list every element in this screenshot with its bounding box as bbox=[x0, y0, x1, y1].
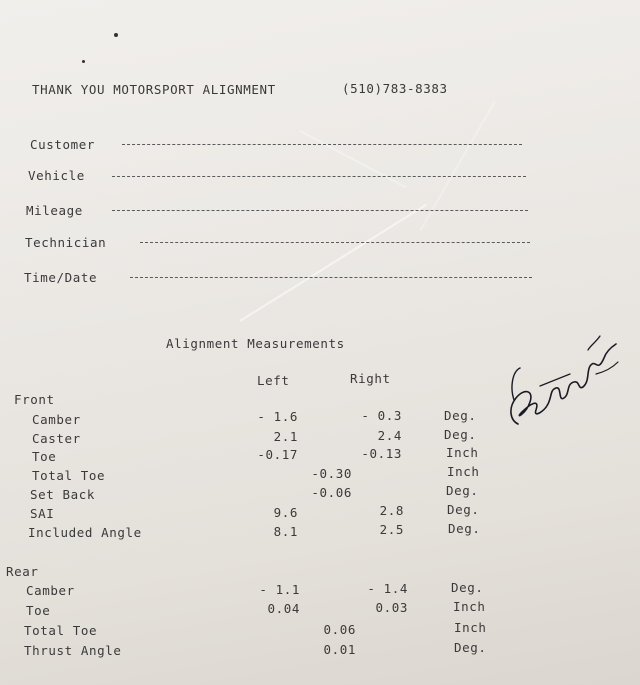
rear-thrust-angle-value: 0.01 bbox=[323, 642, 356, 657]
timedate-line bbox=[130, 277, 532, 278]
front-caster-left: 2.1 bbox=[273, 429, 298, 444]
timedate-label: Time/Date bbox=[24, 270, 98, 285]
front-camber-right: - 0.3 bbox=[361, 408, 402, 423]
shop-phone: (510)783-8383 bbox=[342, 81, 448, 96]
front-caster-label: Caster bbox=[32, 431, 81, 446]
front-sai-right: 2.8 bbox=[379, 503, 404, 518]
rear-total-toe-label: Total Toe bbox=[24, 623, 98, 638]
rear-toe-left: 0.04 bbox=[267, 601, 300, 616]
front-sai-label: SAI bbox=[30, 506, 55, 521]
rear-toe-unit: Inch bbox=[453, 599, 486, 614]
handwritten-before-note bbox=[500, 328, 620, 438]
front-toe-right: -0.13 bbox=[361, 446, 402, 461]
rear-toe-right: 0.03 bbox=[375, 600, 408, 615]
front-included-angle-unit: Deg. bbox=[448, 521, 481, 536]
col-left-header: Left bbox=[257, 373, 290, 388]
technician-line bbox=[140, 242, 530, 243]
front-sai-left: 9.6 bbox=[273, 505, 298, 520]
customer-label: Customer bbox=[30, 137, 96, 152]
col-right-header: Right bbox=[350, 371, 391, 386]
front-total-toe-unit: Inch bbox=[447, 464, 480, 479]
front-included-angle-left: 8.1 bbox=[273, 524, 298, 539]
front-included-angle-right: 2.5 bbox=[379, 522, 404, 537]
paper-crease bbox=[239, 204, 427, 322]
rear-camber-left: - 1.1 bbox=[259, 582, 300, 597]
front-toe-left: -0.17 bbox=[257, 447, 298, 462]
shop-name: THANK YOU MOTORSPORT ALIGNMENT bbox=[32, 82, 276, 97]
front-toe-label: Toe bbox=[32, 449, 57, 464]
punch-mark bbox=[82, 60, 85, 63]
front-total-toe-value: -0.30 bbox=[311, 466, 352, 481]
rear-camber-label: Camber bbox=[26, 583, 75, 598]
front-camber-label: Camber bbox=[32, 412, 81, 427]
front-toe-unit: Inch bbox=[446, 445, 479, 460]
customer-line bbox=[122, 144, 522, 145]
technician-label: Technician bbox=[25, 235, 107, 250]
front-sai-unit: Deg. bbox=[447, 502, 480, 517]
vehicle-line bbox=[112, 176, 526, 177]
paper-crease bbox=[419, 101, 496, 232]
front-setback-label: Set Back bbox=[30, 487, 96, 502]
front-camber-left: - 1.6 bbox=[257, 409, 298, 424]
rear-total-toe-unit: Inch bbox=[454, 620, 487, 635]
front-camber-unit: Deg. bbox=[444, 408, 477, 423]
paper-crease bbox=[300, 130, 407, 188]
front-caster-right: 2.4 bbox=[377, 428, 402, 443]
rear-toe-label: Toe bbox=[26, 603, 51, 618]
rear-camber-unit: Deg. bbox=[451, 580, 484, 595]
mileage-label: Mileage bbox=[26, 203, 83, 218]
vehicle-label: Vehicle bbox=[28, 168, 85, 183]
rear-label: Rear bbox=[6, 564, 39, 579]
front-setback-value: -0.06 bbox=[311, 485, 352, 500]
front-label: Front bbox=[14, 392, 55, 407]
front-setback-unit: Deg. bbox=[446, 483, 479, 498]
rear-camber-right: - 1.4 bbox=[367, 581, 408, 596]
front-included-angle-label: Included Angle bbox=[28, 525, 142, 540]
front-caster-unit: Deg. bbox=[444, 427, 477, 442]
measurements-title: Alignment Measurements bbox=[166, 336, 345, 351]
rear-thrust-angle-label: Thrust Angle bbox=[24, 643, 122, 658]
punch-mark bbox=[114, 33, 118, 37]
rear-total-toe-value: 0.06 bbox=[323, 622, 356, 637]
front-total-toe-label: Total Toe bbox=[32, 468, 106, 483]
mileage-line bbox=[112, 210, 528, 211]
rear-thrust-angle-unit: Deg. bbox=[454, 640, 487, 655]
